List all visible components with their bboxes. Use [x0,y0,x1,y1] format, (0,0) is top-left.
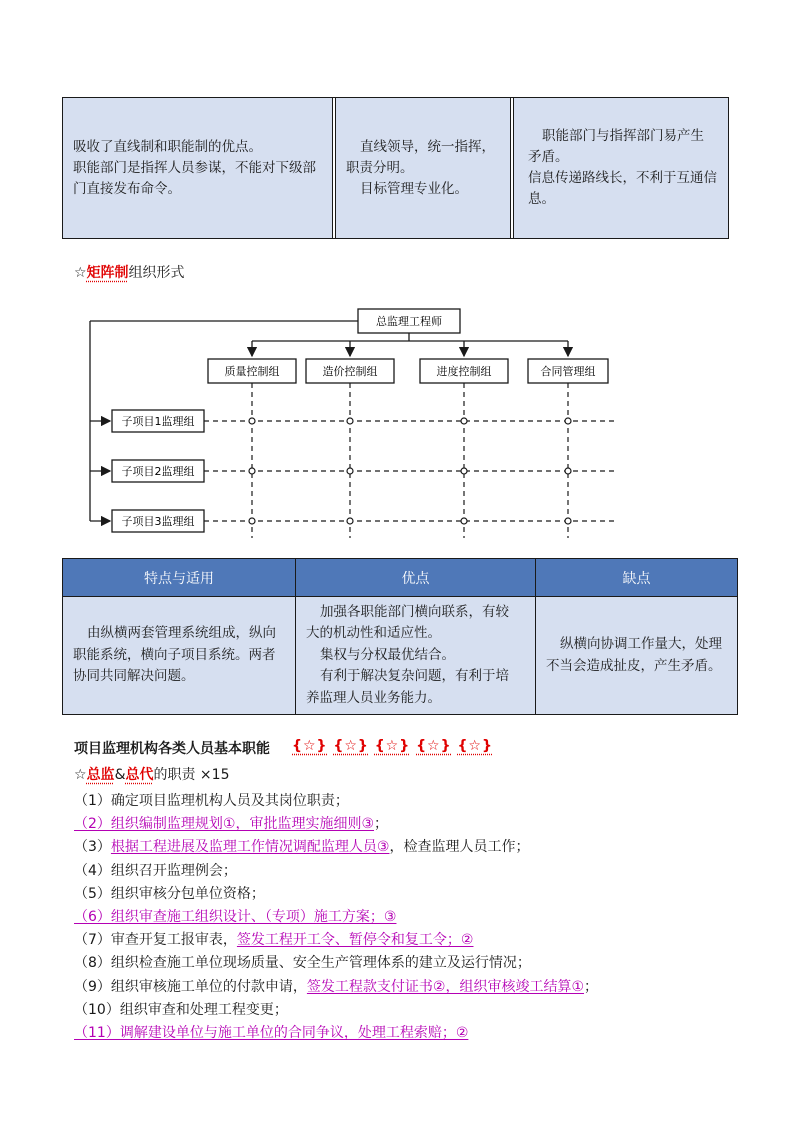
disadvantages-cell [536,597,737,714]
heading-text: & [114,767,126,783]
item-highlight: 签发工程开工令、暂停令和复工令；② [236,932,474,949]
duties-heading [74,764,229,784]
text-line: 纵横向协调工作量大，处理 [560,636,722,652]
text-line: 职能部门是指挥人员参谋，不能对下级部 [73,159,316,176]
text-line: 不当会造成扯皮，产生矛盾。 [546,657,722,674]
department-label: 造价控制组 [322,365,378,378]
heading-text: 的职责 ×15 [153,767,230,783]
header-disadvantages: 缺点 [622,570,651,587]
list-item [74,999,734,1022]
item-text: （5）组织审核分包单位资格； [74,885,265,902]
text-line: 目标管理专业化。 [360,180,468,197]
text-line: 矛盾。 [528,149,569,165]
subproject-label: 子项目1监理组 [121,415,195,428]
text-line: 大的机动性和适应性。 [306,625,441,642]
item-text: （1）确定项目监理机构人员及其岗位职责； [74,793,349,809]
star-rating: {☆} [457,738,493,754]
item-text: （4）组织召开监理例会； [74,862,237,879]
heading-text: 组织形式 [128,265,185,281]
text-line: 信息传递路线长，不利于互通信 [528,170,717,186]
item-highlight: （11）调解建设单位与施工单位的合同争议，处理工程索赔；② [74,1024,469,1041]
item-highlight: 签发工程款支付证书②，组织审核竣工结算① [306,978,585,995]
star-rating: {☆} [416,738,452,754]
item-highlight: （6）组织审查施工组织设计、（专项）施工方案；③ [74,908,397,925]
text-line: 集权与分权最优结合。 [320,646,455,663]
text-line: 协同共同解决问题。 [73,668,195,685]
department-label: 进度控制组 [436,365,492,378]
table-header-row [63,559,737,597]
heading-emphasis: 总代 [125,767,154,783]
item-text: （7）审查开复工报审表， [74,932,237,949]
list-item [74,929,734,952]
item-highlight: 根据工程进展及监理工作情况调配监理人员③ [110,839,390,856]
text-line: 吸收了直线制和职能制的优点。 [73,138,262,155]
text-line: 加强各职能部门横向联系，有较 [320,603,509,620]
list-item [74,883,734,906]
text-line: 职能部门与指挥部门易产生 [542,128,704,144]
table1-col1-cell [63,98,333,238]
item-text: （10）组织审查和处理工程变更； [74,1001,288,1018]
text-line: 由纵横两套管理系统组成，纵向 [87,625,276,642]
matrix-org-chart [88,303,616,545]
structure-comparison-table [62,97,729,239]
star-rating: {☆} [292,738,328,754]
list-item [74,836,734,859]
list-item [74,906,734,929]
header-features: 特点与适用 [63,559,296,596]
matrix-features-table [62,558,738,715]
item-highlight: （2）组织编制监理规划①，审批监理实施细则③ [74,816,375,833]
department-label: 合同管理组 [540,365,596,378]
star-icon: ☆ [74,265,87,281]
text-line: 职能系统，横向子项目系统。两者 [73,646,276,663]
table-body-row [63,597,737,714]
table1-col2-cell [336,98,511,238]
list-item [74,813,734,836]
table1-col3-cell [514,98,728,238]
star-rating: {☆} [333,738,369,754]
list-item [74,790,734,813]
heading-emphasis: 矩阵制 [86,265,129,281]
item-text: （9）组织审核施工单位的付款申请， [74,978,307,995]
subproject-label: 子项目2监理组 [121,465,195,478]
text-line: 直线领导，统一指挥， [360,138,495,155]
item-text: ； [374,816,389,833]
text-line: 养监理人员业务能力。 [306,689,441,706]
text-line: 门直接发布命令。 [73,180,181,197]
list-item [74,976,734,999]
item-text: ，检查监理人员工作； [389,839,530,856]
list-item [74,1022,734,1045]
duties-list [74,790,734,1045]
text-line: 有利于解决复杂问题，有利于培 [320,668,509,685]
item-text: （8）组织检查施工单位现场质量、安全生产管理体系的建立及运行情况； [74,955,531,972]
features-cell [63,597,296,714]
department-label: 质量控制组 [224,365,280,378]
advantages-cell [296,597,536,714]
section-title: 项目监理机构各类人员基本职能 [74,741,270,757]
list-item [74,952,734,975]
item-text: ； [584,978,599,995]
subproject-label: 子项目3监理组 [121,515,195,528]
importance-stars [292,738,493,754]
chief-engineer-label: 总监理工程师 [376,315,442,328]
list-item [74,860,734,883]
heading-emphasis: 总监 [86,767,115,783]
item-text: （3） [74,839,111,856]
star-rating: {☆} [374,738,411,754]
header-advantages: 优点 [296,559,536,596]
matrix-heading [74,262,185,282]
text-line: 息。 [528,191,555,207]
star-icon: ☆ [74,767,87,783]
text-line: 职责分明。 [346,159,414,176]
